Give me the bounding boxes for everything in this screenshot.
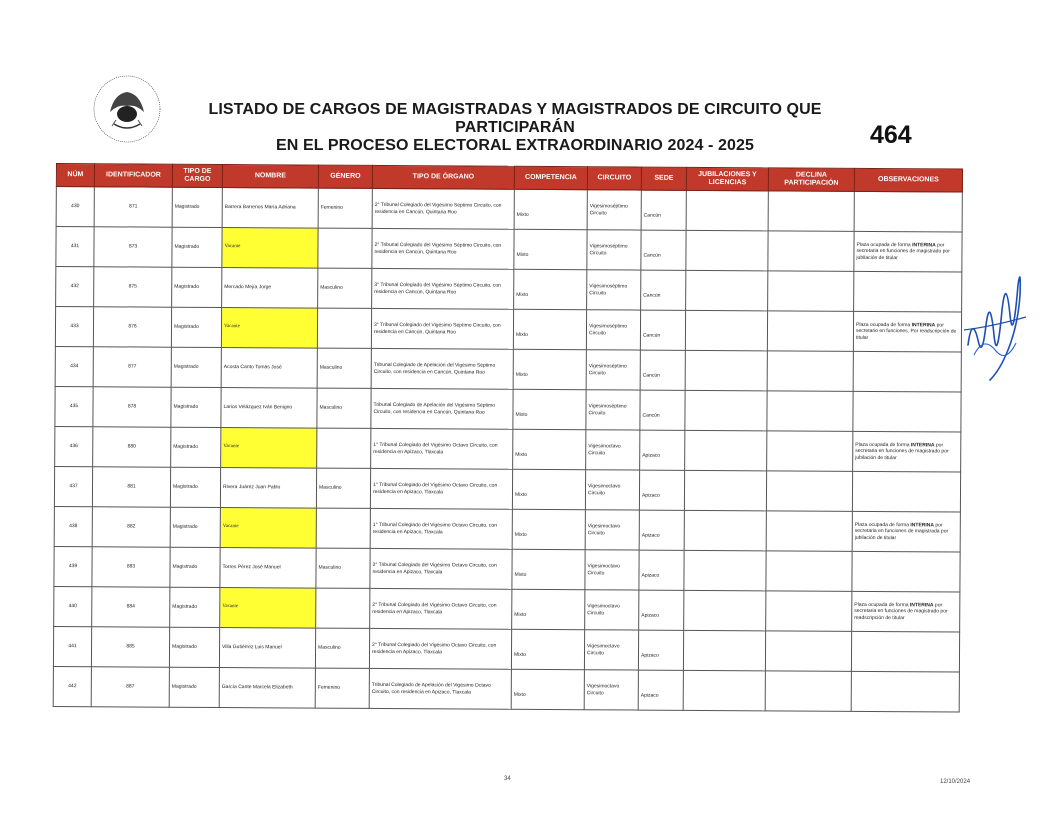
cell-declina <box>767 391 853 432</box>
page-number: 464 <box>870 121 912 149</box>
cell-genero <box>318 228 372 268</box>
cell-sede <box>640 350 685 390</box>
cell-identificador: 877 <box>93 347 171 387</box>
cell-genero: Masculino <box>317 388 371 428</box>
col-header-nombre: NOMBRE <box>222 165 318 189</box>
cell-tipo-cargo: Magistrado <box>171 307 221 347</box>
table-body <box>53 187 962 713</box>
cell-jubilaciones <box>686 190 768 231</box>
obs-text-pre: Plaza ocupada de forma <box>856 241 913 248</box>
obs-text-bold: INTERINA <box>910 521 935 529</box>
footer-page-number: 34 <box>504 776 511 782</box>
cell-sede <box>639 590 684 630</box>
cell-jubilaciones <box>683 630 765 671</box>
cell-tipo-organo: Tribunal Colegiado de Apelación del Vigésimo Séptimo Circuito, con residencia en Cancún, Quintana Roo <box>371 348 513 389</box>
obs-text-pre: Plaza ocupada de forma <box>854 601 910 608</box>
cell-observaciones <box>851 631 959 672</box>
col-header-sede: SEDE <box>641 167 686 190</box>
cell-observaciones <box>853 351 961 392</box>
cell-sede <box>638 630 683 670</box>
cell-jubilaciones <box>684 510 766 551</box>
cell-tipo-organo: Tribunal Colegiado de Apelación del Vigésimo Séptimo Circuito, con residencia en Cancún, Quintana Roo <box>371 388 513 429</box>
cell-genero <box>317 428 371 468</box>
cell-num: 438 <box>54 506 92 546</box>
cell-circuito: Vigesimoséptimo Circuito <box>586 350 640 390</box>
cell-tipo-cargo: Magistrado <box>171 387 221 427</box>
cell-tipo-cargo: Magistrado <box>169 667 219 707</box>
cell-num: 434 <box>55 346 93 386</box>
cell-competencia <box>511 669 584 709</box>
table-row <box>54 546 960 592</box>
sede-text: Apizaco <box>641 612 660 619</box>
cell-tipo-organo: 1° Tribunal Colegiado del Vigésimo Octavo Circuito, con residencia en Apizaco, Tlaxcala <box>371 428 513 469</box>
cell-circuito: Vigesimoctavo Circuito <box>584 630 638 670</box>
col-header-identificador: IDENTIFICADOR <box>94 164 172 187</box>
table-row <box>54 506 960 552</box>
cell-sede <box>641 270 686 310</box>
col-header-observaciones: OBSERVACIONES <box>854 168 962 192</box>
cell-identificador: 887 <box>91 667 169 707</box>
cell-circuito: Vigesimoséptimo Circuito <box>587 270 641 310</box>
cell-competencia <box>513 349 586 389</box>
table-row <box>56 267 962 313</box>
competencia-text: Mixto <box>515 452 528 459</box>
sede-text: Cancún <box>642 372 660 379</box>
obs-text-bold: INTERINA <box>912 241 936 249</box>
cell-genero: Masculino <box>317 348 371 388</box>
cell-observaciones <box>852 511 960 552</box>
sede-text: Cancún <box>643 252 661 259</box>
magistrates-table <box>53 163 963 713</box>
cell-sede <box>641 190 686 230</box>
competencia-text: Mixto <box>514 572 527 579</box>
competencia-text: Mixto <box>515 332 528 339</box>
cell-competencia <box>514 229 587 269</box>
cell-observaciones <box>853 311 961 352</box>
cell-competencia <box>513 429 586 469</box>
cell-tipo-cargo: Magistrado <box>170 587 220 627</box>
cell-nombre: Vacante <box>221 428 317 469</box>
cell-sede <box>640 310 685 350</box>
cell-tipo-cargo: Magistrado <box>169 627 219 667</box>
cell-tipo-organo: Tribunal Colegiado de Apelación del Vigésimo Octavo Circuito, con residencia en Apizaco, Tlaxcala <box>369 668 511 709</box>
obs-text-post: por secretaria en funciones de magistrada por jubilación de titular <box>854 522 949 541</box>
cell-tipo-organo: 2° Tribunal Colegiado del Vigésimo Octavo Circuito, con residencia en Apizaco, Tlaxcala <box>369 628 511 669</box>
cell-nombre: García Cante Marcela Elizabeth <box>219 668 315 709</box>
sede-text: Cancún <box>643 212 661 219</box>
sede-text: Apizaco <box>640 652 659 659</box>
cell-declina <box>768 231 854 272</box>
cell-nombre: Vacante <box>220 588 316 629</box>
title-line-2: EN EL PROCESO ELECTORAL EXTRAORDINARIO 2024 - 2025 <box>275 137 754 154</box>
competencia-text: Mixto <box>513 692 526 699</box>
obs-text-post: por secretaria en funciones de magistrado por readscripción de titular <box>854 602 948 621</box>
cell-jubilaciones <box>684 470 766 511</box>
cell-observaciones <box>854 191 962 232</box>
cell-identificador: 885 <box>91 627 169 667</box>
col-header-tipo-cargo: TIPO DE CARGO <box>172 164 222 187</box>
cell-tipo-cargo: Magistrado <box>172 227 222 267</box>
table-row <box>53 626 959 672</box>
cell-nombre: Mercado Mejía Jorge <box>222 268 318 309</box>
sede-text: Apizaco <box>641 572 660 579</box>
cell-declina <box>768 271 854 312</box>
cell-jubilaciones <box>685 350 767 391</box>
cell-declina <box>766 511 852 552</box>
cell-tipo-cargo: Magistrado <box>172 187 222 227</box>
cell-num: 435 <box>55 386 93 426</box>
cell-genero <box>316 508 370 548</box>
cell-tipo-organo: 2° Tribunal Colegiado del Vigésimo Séptimo Circuito, con residencia en Cancún, Quintana Roo <box>372 188 514 229</box>
cell-declina <box>766 471 852 512</box>
cell-tipo-cargo: Magistrado <box>170 547 220 587</box>
cell-num: 437 <box>54 466 92 506</box>
cell-genero <box>316 588 370 628</box>
cell-nombre: Torres Pérez José Manuel <box>220 548 316 589</box>
cell-observaciones <box>853 431 961 472</box>
cell-declina <box>768 191 854 232</box>
cell-nombre: Barrera Barrenos María Adriana <box>222 188 318 229</box>
col-header-num: NÚM <box>56 164 94 187</box>
cell-identificador: 871 <box>94 187 172 227</box>
obs-text-bold: INTERINA <box>910 441 935 449</box>
sede-text: Cancún <box>642 332 661 339</box>
cell-num: 440 <box>54 586 92 626</box>
col-header-declina: DECLINA PARTICIPACIÓN <box>768 168 854 192</box>
cell-identificador: 881 <box>92 467 170 507</box>
cell-competencia <box>512 589 585 629</box>
cell-nombre: Vacante <box>221 308 317 349</box>
cell-declina <box>767 431 853 472</box>
cell-observaciones <box>853 391 961 432</box>
competencia-text: Mixto <box>515 372 528 379</box>
title-line-1: LISTADO DE CARGOS DE MAGISTRADAS Y MAGISTRADOS DE CIRCUITO QUE PARTICIPARÁN <box>208 101 822 136</box>
cell-nombre: Acosta Canto Tomás José <box>221 348 317 389</box>
cell-tipo-organo: 1° Tribunal Colegiado del Vigésimo Octavo Circuito, con residencia en Apizaco, Tlaxcala <box>370 508 512 549</box>
cell-jubilaciones <box>685 310 767 351</box>
cell-identificador: 880 <box>93 427 171 467</box>
cell-circuito: Vigesimoctavo Circuito <box>584 670 638 710</box>
cell-competencia <box>512 549 585 589</box>
cell-num: 432 <box>56 267 94 307</box>
obs-text-pre: Plaza ocupada de forma <box>855 441 911 448</box>
cell-tipo-cargo: Magistrado <box>172 267 222 307</box>
cell-declina <box>767 351 853 392</box>
cell-tipo-organo: 1° Tribunal Colegiado del Vigésimo Octavo Circuito, con residencia en Apizaco, Tlaxcala <box>370 468 512 509</box>
cell-genero: Masculino <box>318 268 372 308</box>
cell-nombre: Villa Gutiérrez Luis Manuel <box>219 628 315 669</box>
cell-num: 433 <box>55 307 93 347</box>
sede-text: Apizaco <box>641 532 660 539</box>
obs-text-pre: Plaza ocupada de forma <box>856 321 912 328</box>
competencia-text: Mixto <box>513 652 526 659</box>
cell-sede <box>641 230 686 270</box>
cell-identificador: 884 <box>92 587 170 627</box>
obs-text-post: por secretario en funciones, Por readscripción de titular <box>855 322 957 341</box>
cell-circuito: Vigesimoséptimo Circuito <box>587 230 641 270</box>
table-row <box>53 666 959 712</box>
cell-competencia <box>514 189 587 229</box>
cell-declina <box>766 551 852 592</box>
cell-identificador: 873 <box>94 227 172 267</box>
sede-text: Cancún <box>643 292 661 299</box>
cell-sede <box>639 470 684 510</box>
cell-tipo-organo: 3° Tribunal Colegiado del Vigésimo Séptimo Circuito, con residencia en Cancún, Quintana Roo <box>371 308 513 349</box>
cell-observaciones <box>854 231 962 272</box>
cell-identificador: 878 <box>93 387 171 427</box>
cell-jubilaciones <box>686 230 768 271</box>
cell-jubilaciones <box>683 670 765 711</box>
cell-sede <box>638 670 683 710</box>
competencia-text: Mixto <box>515 412 528 419</box>
cell-circuito: Vigesimoséptimo Circuito <box>587 190 641 230</box>
competencia-text: Mixto <box>514 612 527 619</box>
cell-genero: Masculino <box>316 468 370 508</box>
col-header-circuito: CIRCUITO <box>587 167 641 190</box>
cell-identificador: 876 <box>93 307 171 347</box>
cell-circuito: Vigesimoctavo Circuito <box>586 430 640 470</box>
cell-sede <box>639 550 684 590</box>
cell-nombre: Larios Velázquez Iván Benigno <box>221 388 317 429</box>
obs-text-pre: Plaza ocupada de forma <box>854 521 911 528</box>
cell-competencia <box>512 509 585 549</box>
cell-competencia <box>511 629 584 669</box>
cell-circuito: Vigesimoséptimo Circuito <box>586 310 640 350</box>
cell-num: 441 <box>53 626 91 666</box>
page-title <box>170 101 860 155</box>
competencia-text: Mixto <box>516 252 529 259</box>
cell-nombre: Rivera Juárez Juan Pablo <box>220 468 316 509</box>
competencia-text: Mixto <box>516 212 529 219</box>
cell-observaciones <box>851 671 959 712</box>
cell-num: 436 <box>55 426 93 466</box>
cell-declina <box>767 311 853 352</box>
table-row <box>55 426 961 472</box>
cell-genero: Femenino <box>315 668 369 708</box>
competencia-text: Mixto <box>514 492 527 499</box>
cell-observaciones <box>852 471 960 512</box>
cell-num: 439 <box>54 546 92 586</box>
cell-declina <box>765 671 851 712</box>
cell-competencia <box>513 389 586 429</box>
table-row <box>55 307 961 353</box>
obs-text-post: por secretaria en funciones de magistrado por jubilación de titular <box>855 442 949 461</box>
cell-tipo-cargo: Magistrado <box>171 427 221 467</box>
cell-circuito: Vigesimoséptimo Circuito <box>586 390 640 430</box>
cell-jubilaciones <box>684 590 766 631</box>
cell-num: 430 <box>56 187 94 227</box>
obs-text-bold: INTERINA <box>911 321 936 329</box>
table-row <box>55 386 961 432</box>
cell-tipo-organo: 2° Tribunal Colegiado del Vigésimo Octavo Circuito, con residencia en Apizaco, Tlaxcala <box>370 548 512 589</box>
cell-tipo-organo: 3° Tribunal Colegiado del Vigésimo Séptimo Circuito, con residencia en Cancún, Quintana Roo <box>372 268 514 309</box>
cell-observaciones <box>852 591 960 632</box>
sede-text: Apizaco <box>641 492 660 499</box>
cell-genero: Masculino <box>315 628 369 668</box>
obs-text-bold: INTERINA <box>909 601 934 609</box>
cell-tipo-cargo: Magistrado <box>170 467 220 507</box>
sede-text: Apizaco <box>642 452 661 459</box>
cell-jubilaciones <box>686 270 768 311</box>
table-row <box>54 466 960 512</box>
cell-num: 431 <box>56 227 94 267</box>
sede-text: Cancún <box>642 412 660 419</box>
table-row <box>56 187 962 233</box>
cell-nombre: Vacante <box>220 508 316 549</box>
table-row <box>55 346 961 392</box>
sede-text: Apizaco <box>640 692 659 699</box>
cell-identificador: 875 <box>94 267 172 307</box>
col-header-jubilaciones: JUBILACIONES Y LICENCIAS <box>686 167 768 191</box>
cell-circuito: Vigesimoctavo Circuito <box>585 510 639 550</box>
cell-sede <box>640 430 685 470</box>
col-header-competencia: COMPETENCIA <box>514 166 587 189</box>
competencia-text: Mixto <box>516 292 529 299</box>
cell-competencia <box>513 309 586 349</box>
cell-genero: Femenino <box>318 188 372 228</box>
cell-tipo-organo: 2° Tribunal Colegiado del Vigésimo Séptimo Circuito, con residencia en Cancún, Quintana Roo <box>372 228 514 269</box>
cell-sede <box>639 510 684 550</box>
cell-declina <box>766 591 852 632</box>
senado-seal-logo <box>92 74 162 144</box>
handwritten-signature <box>960 255 1032 385</box>
cell-identificador: 883 <box>92 547 170 587</box>
col-header-tipo-organo: TIPO DE ÓRGANO <box>372 165 514 189</box>
table-row <box>56 227 962 273</box>
cell-jubilaciones <box>685 430 767 471</box>
cell-competencia <box>514 269 587 309</box>
cell-competencia <box>512 469 585 509</box>
obs-text-post: por secretaria en funciones de magistrado por jubilación de titular <box>856 242 950 261</box>
cell-tipo-cargo: Magistrado <box>170 507 220 547</box>
cell-genero: Masculino <box>316 548 370 588</box>
cell-circuito: Vigesimoctavo Circuito <box>585 590 639 630</box>
cell-num: 442 <box>53 666 91 706</box>
cell-jubilaciones <box>685 390 767 431</box>
cell-declina <box>765 631 851 672</box>
footer-date: 12/10/2024 <box>940 779 971 785</box>
cell-identificador: 882 <box>92 507 170 547</box>
cell-genero <box>317 308 371 348</box>
cell-tipo-organo: 2° Tribunal Colegiado del Vigésimo Octavo Circuito, con residencia en Apizaco, Tlaxcala <box>370 588 512 629</box>
cell-circuito: Vigesimoctavo Circuito <box>585 550 639 590</box>
cell-sede <box>640 390 685 430</box>
cell-tipo-cargo: Magistrado <box>171 347 221 387</box>
cell-jubilaciones <box>684 550 766 591</box>
cell-observaciones <box>852 551 960 592</box>
cell-observaciones <box>854 271 962 312</box>
cell-nombre: Vacante <box>222 228 318 269</box>
table-row <box>54 586 960 632</box>
cell-circuito: Vigesimoctavo Circuito <box>585 470 639 510</box>
competencia-text: Mixto <box>514 532 527 539</box>
col-header-genero: GÉNERO <box>318 165 372 188</box>
